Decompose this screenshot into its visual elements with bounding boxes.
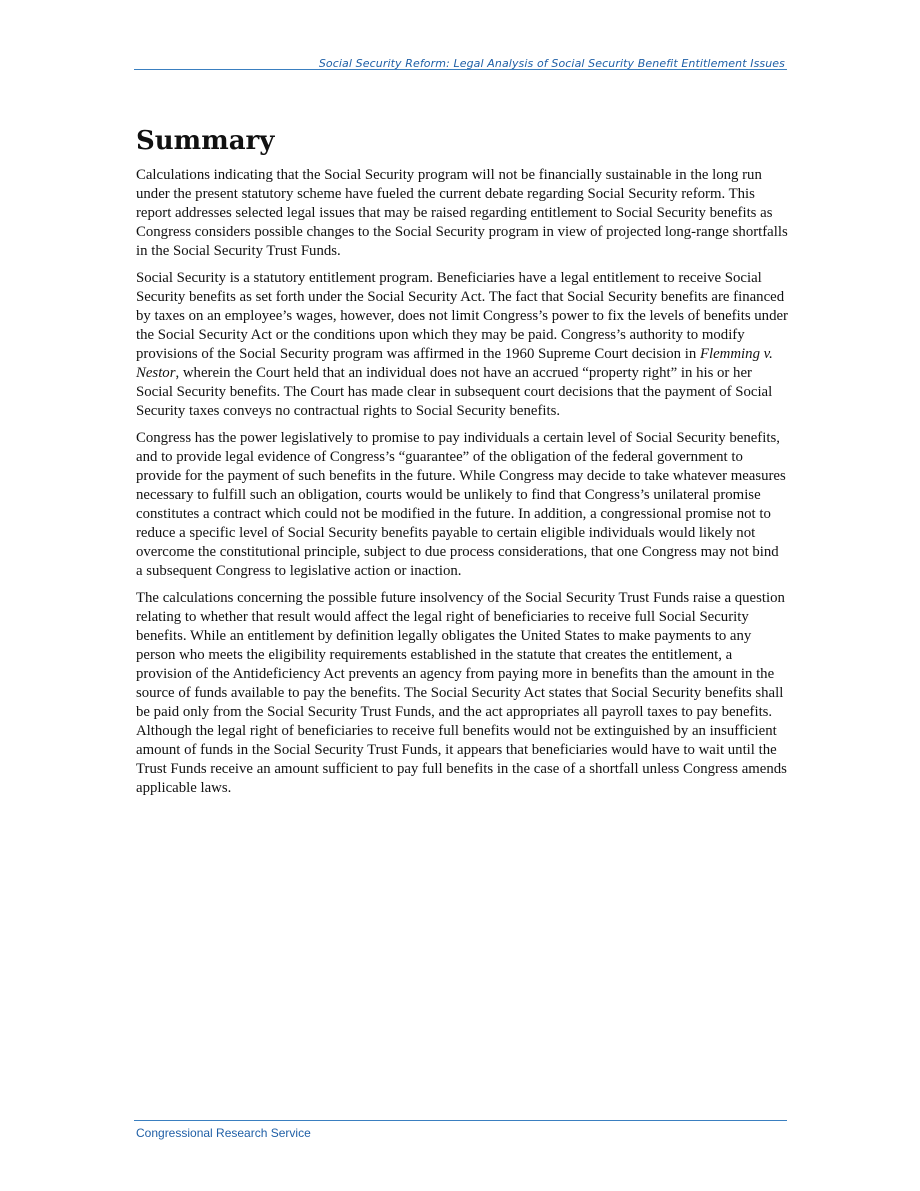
case-name: Flemming v. Nestor xyxy=(136,346,773,381)
summary-paragraph-2 xyxy=(136,269,788,421)
paragraph-text: , wherein the Court held that an individual does not have an accrued “property right” in his or her Social Security benefits. The Court has made clear in subsequent court decisions that the payment of Social Security taxes conveys no contractual rights to Social Security benefits. xyxy=(136,365,773,419)
report-body xyxy=(136,124,788,806)
section-heading: Summary xyxy=(136,126,275,156)
publisher-name: Congressional Research Service xyxy=(136,1126,311,1140)
summary-paragraph-3: Congress has the power legislatively to promise to pay individuals a certain level of Social Security benefits, and to provide legal evidence of Congress’s “guarantee” of the obligation of the federal government to provide for the payment of such benefits in the future. While Congress may decide to take whatever measures necessary to fulfill such an obligation, courts would be unlikely to find that Congress’s unilateral promise constitutes a contract which could not be modified in the future. In addition, a congressional promise not to reduce a specific level of Social Security benefits payable to certain eligible individuals would likely not overcome the constitutional principle, subject to due process considerations, that one Congress may not bind a subsequent Congress to legislative action or inaction. xyxy=(136,430,786,579)
paragraph-text: Social Security is a statutory entitlement program. Beneficiaries have a legal entitlement to receive Social Security benefits as set forth under the Social Security Act. The fact that Social Security benefits are financed by taxes on an employee’s wages, however, does not limit Congress’s power to fix the levels of benefits under the Social Security Act or the conditions upon which they may be paid. Congress’s authority to modify provisions of the Social Security program was affirmed in the 1960 Supreme Court decision in xyxy=(136,270,788,362)
page-footer xyxy=(134,1120,787,1142)
running-header xyxy=(134,54,787,70)
running-title: Social Security Reform: Legal Analysis of Social Security Benefit Entitlement Issues xyxy=(318,57,785,70)
summary-paragraph-4: The calculations concerning the possible future insolvency of the Social Security Trust Funds raise a question relating to whether that result would affect the legal right of beneficiaries to receive full Social Security benefits. While an entitlement by definition legally obligates the United States to make payments to any person who meets the eligibility requirements established in the statute that creates the entitlement, a provision of the Antideficiency Act prevents an agency from paying more in benefits than the amount in the source of funds available to pay the benefits. The Social Security Act states that Social Security benefits shall be paid only from the Social Security Trust Funds, and the act appropriates all payroll taxes to pay benefits. Although the legal right of beneficiaries to receive full benefits would not be extinguished by an insufficient amount of funds in the Social Security Trust Funds, it appears that beneficiaries would have to wait until the Trust Funds receive an amount sufficient to pay full benefits in the case of a shortfall unless Congress amends applicable laws. xyxy=(136,590,787,796)
summary-paragraph-1: Calculations indicating that the Social Security program will not be financially sustainable in the long run under the present statutory scheme have fueled the current debate regarding Social Security reform. This report addresses selected legal issues that may be raised regarding entitlement to Social Security benefits as Congress considers possible changes to the Social Security program in view of projected long-range shortfalls in the Social Security Trust Funds. xyxy=(136,167,788,259)
